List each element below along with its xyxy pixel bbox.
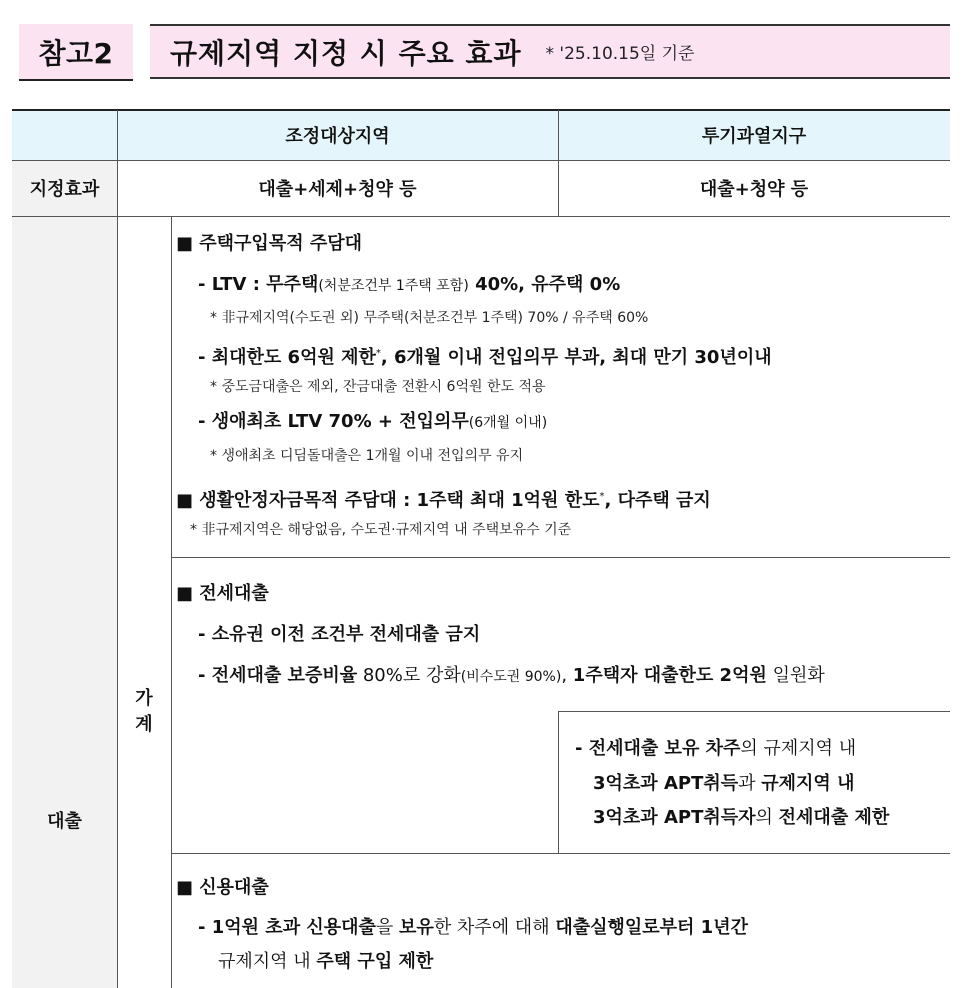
row-label-loan: 대출 (47, 811, 82, 832)
reference-label (19, 24, 133, 81)
grid-line (171, 216, 172, 988)
grid-line (12, 216, 950, 217)
jeonse-line-2-d: , (561, 665, 573, 686)
jeonse-line-2-c: (비수도권 90%) (460, 669, 562, 685)
row-sublabel-household: 가 계 (135, 688, 153, 735)
credit-1-c: 보유 (399, 917, 434, 938)
jeonse-right-line-3 (593, 807, 889, 829)
jeonse-right-2-b: 과 (738, 773, 762, 794)
effect-adjust: 대출+세제+청약 등 (258, 179, 417, 200)
column-header-adjust: 조정대상지역 (285, 126, 390, 147)
date-note: * '25.10.15일 기준 (545, 44, 695, 64)
living-fund-note: * 非규제지역은 해당없음, 수도권·규제지역 내 주택보유수 기준 (190, 522, 572, 538)
limit-line (198, 343, 772, 369)
grid-line (117, 110, 118, 988)
ltv-text-b: (처분조건부 1주택 포함) (318, 278, 469, 294)
credit-line-1 (198, 917, 748, 939)
jeonse-right-2-a: 3억초과 APT취득 (593, 773, 739, 794)
row-label-effect: 지정효과 (29, 179, 100, 200)
jeonse-right-3-b: 의 (755, 807, 779, 828)
living-fund-text-b: , 다주택 금지 (604, 490, 711, 511)
jeonse-right-line-1 (575, 738, 856, 760)
first-home-note: * 생애최초 디딤돌대출은 1개월 이내 전입의무 유지 (210, 448, 524, 464)
jeonse-heading: ■ 전세대출 (176, 583, 269, 604)
jeonse-right-2-c: 규제지역 내 (761, 773, 855, 794)
credit-line-2 (218, 951, 433, 973)
jeonse-line-2 (198, 665, 825, 688)
jeonse-line-2-f: 일원화 (766, 665, 825, 686)
jeonse-line-2-a: - 전세대출 보증비율 (198, 665, 358, 686)
credit-2-b: 주택 구입 제한 (316, 951, 434, 972)
reference-label-text: 참고2 (38, 36, 114, 70)
jeonse-right-3-c: 전세대출 제한 (778, 807, 890, 828)
living-fund-footnote-mark: * (599, 491, 605, 502)
limit-footnote-mark: * (375, 348, 381, 359)
jeonse-line-2-e: 1주택자 대출한도 2억원 (572, 665, 767, 686)
credit-heading: ■ 신용대출 (176, 877, 269, 898)
credit-2-a: 규제지역 내 (218, 951, 317, 972)
grid-line (171, 853, 950, 854)
effect-speculation: 대출+청약 등 (699, 179, 809, 200)
credit-1-a: - 1억원 초과 신용대출 (198, 917, 376, 938)
jeonse-right-line-2 (593, 773, 854, 795)
living-fund-text-a: ■ 생활안정자금목적 주담대 : 1주택 최대 1억원 한도 (176, 490, 600, 511)
ltv-line (198, 274, 620, 297)
credit-1-e: 대출실행일로부터 1년간 (555, 917, 748, 938)
mortgage-heading: ■ 주택구입목적 주담대 (176, 233, 363, 254)
page-title: 규제지역 지정 시 주요 효과 (170, 36, 522, 70)
jeonse-right-3-a: 3억초과 APT취득자 (593, 807, 756, 828)
jeonse-line-2-b: 80%로 강화 (357, 665, 461, 686)
grid-line (558, 711, 950, 712)
ltv-note: * 非규제지역(수도권 외) 무주택(처분조건부 1주택) 70% / 유주택 60% (210, 310, 649, 326)
jeonse-line-1: - 소유권 이전 조건부 전세대출 금지 (198, 624, 481, 645)
title-bar (150, 24, 950, 79)
column-header-speculation: 투기과열지구 (701, 126, 807, 147)
first-home-text-b: (6개월 이내) (468, 415, 548, 431)
credit-1-b: 을 (375, 917, 400, 938)
ltv-text-c: 40%, 유주택 0% (468, 274, 621, 295)
limit-note: * 중도금대출은 제외, 잔금대출 전환시 6억원 한도 적용 (210, 379, 546, 395)
first-home-text-a: - 생애최초 LTV 70% + 전입의무 (198, 411, 469, 432)
limit-text-b: , 6개월 이내 전입의무 부과, 최대 만기 30년이내 (380, 347, 772, 368)
jeonse-right-1-a: - 전세대출 보유 차주 (575, 738, 741, 759)
jeonse-right-1-b: 의 규제지역 내 (740, 738, 857, 759)
living-fund-line (176, 486, 711, 512)
ltv-text-a: - LTV : 무주택 (198, 274, 319, 295)
grid-line (171, 557, 950, 558)
row-label-bg (12, 216, 117, 988)
first-home-line (198, 411, 547, 434)
grid-line (558, 711, 559, 853)
credit-1-d: 한 차주에 대해 (433, 917, 556, 938)
limit-text-a: - 최대한도 6억원 제한 (198, 347, 376, 368)
